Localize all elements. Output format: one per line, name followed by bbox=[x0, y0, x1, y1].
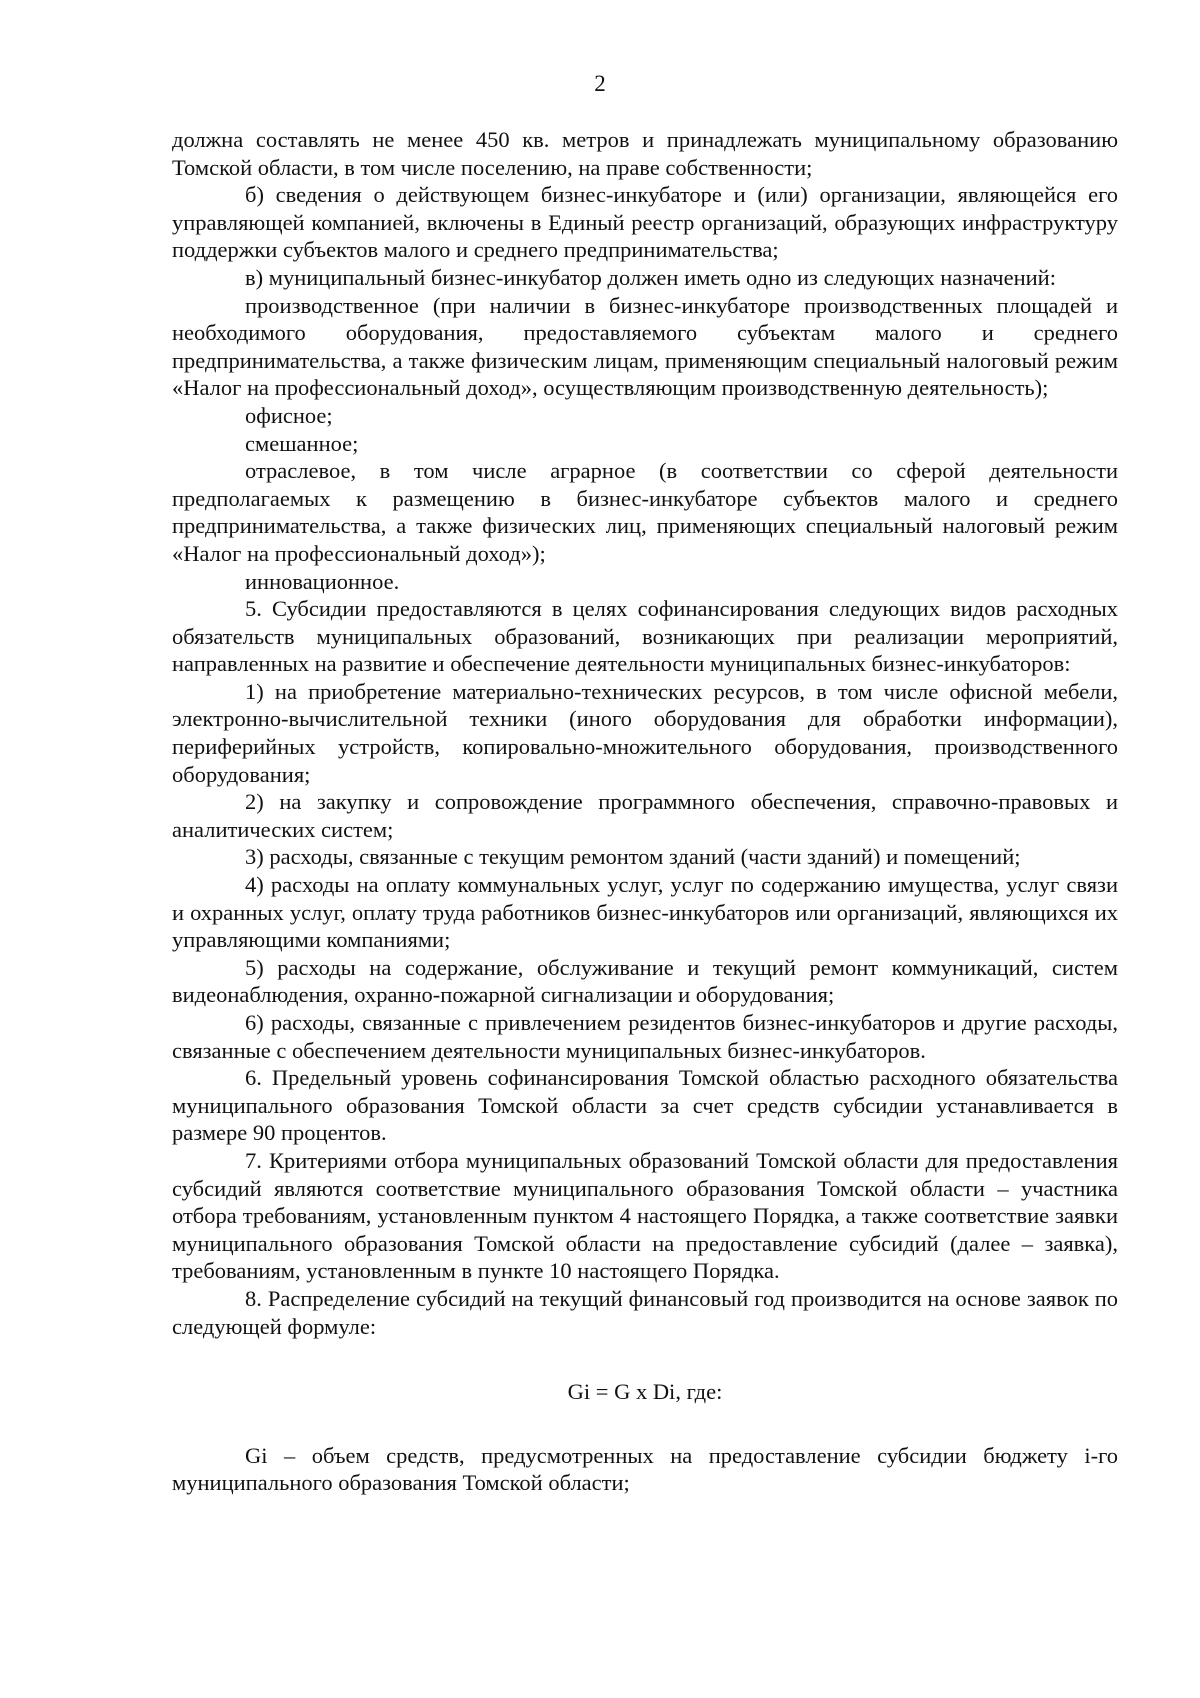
paragraph-5-2: 2) на закупку и сопровождение программного обеспечения, справочно-правовых и аналитических систем; bbox=[172, 789, 1118, 842]
formula: Gi = G x Di, где: bbox=[567, 1379, 723, 1405]
paragraph-area-requirement: должна составлять не менее 450 кв. метров и принадлежать муниципальному образованию Томской области, в том числе поселению, на праве собственности; bbox=[172, 127, 1118, 180]
paragraph-7-criteria: 7. Критериями отбора муниципальных образований Томской области для предоставления субсидий являются соответствие муниципального образования Томской области – участника отбора требованиям, установленным пунктом 4 настоящего Порядка, а также соответствие заявки муниципального образования Томской области на предоставление субсидий (далее – заявка), требованиям, установленным в пункте 10 настоящего Порядка. bbox=[172, 1147, 1118, 1284]
paragraph-innovation: инновационное. bbox=[245, 568, 400, 594]
paragraph-mixed: смешанное; bbox=[245, 430, 359, 456]
paragraph-5-5: 5) расходы на содержание, обслуживание и текущий ремонт коммуникаций, систем видеонаблюдения, охранно-пожарной сигнализации и оборудования; bbox=[172, 954, 1118, 1008]
paragraph-5-subsidies: 5. Субсидии предоставляются в целях софинансирования следующих видов расходных обязательств муниципальных образований, возникающих при реализации мероприятий, направленных на развитие и обеспечение деятельности муниципальных бизнес-инкубаторов: bbox=[172, 596, 1118, 677]
paragraph-office: офисное; bbox=[245, 402, 333, 428]
paragraph-production: производственное (при наличии в бизнес-инкубаторе производственных площадей и необходимого оборудования, предоставляемого субъектам малого и среднего предпринимательства, а также физическим лицам, применяющим специальный налоговый режим «Налог на профессиональный доход», осуществляющим производственную деятельность); bbox=[172, 292, 1118, 401]
paragraph-5-6: 6) расходы, связанные с привлечением резидентов бизнес-инкубаторов и другие расходы, связанные с обеспечением деятельности муниципальных бизнес-инкубаторов. bbox=[172, 1010, 1118, 1063]
document-body bbox=[172, 126, 1118, 1497]
paragraph-gi-definition: Gi – объем средств, предусмотренных на предоставление субсидии бюджету i-го муниципального образования Томской области; bbox=[172, 1442, 1118, 1496]
paragraph-8-distribution: 8. Распределение субсидий на текущий финансовый год производится на основе заявок по следующей формуле: bbox=[172, 1285, 1118, 1339]
page-number: 2 bbox=[594, 71, 606, 96]
paragraph-6-cofinancing: 6. Предельный уровень софинансирования Томской областью расходного обязательства муниципального образования Томской области за счет средств субсидии устанавливается в размере 90 процентов. bbox=[172, 1065, 1118, 1146]
paragraph-sectoral: отраслевое, в том числе аграрное (в соответствии со сферой деятельности предполагаемых к размещению в бизнес-инкубаторе субъектов малого и среднего предпринимательства, а также физических лиц, применяющих специальный налоговый режим «Налог на профессиональный доход»); bbox=[172, 458, 1118, 566]
paragraph-5-3: 3) расходы, связанные с текущим ремонтом зданий (части зданий) и помещений; bbox=[245, 844, 1021, 870]
paragraph-b-registry: б) сведения о действующем бизнес-инкубаторе и (или) организации, являющейся его управляющей компанией, включены в Единый реестр организаций, образующих инфраструктуру поддержки субъектов малого и среднего предпринимательства; bbox=[172, 182, 1118, 263]
paragraph-5-1: 1) на приобретение материально-технических ресурсов, в том числе офисной мебели, электронно-вычислительной техники (иного оборудования для обработки информации), периферийных устройств, копировально-множительного оборудования, производственного оборудования; bbox=[172, 678, 1118, 787]
paragraph-5-4: 4) расходы на оплату коммунальных услуг, услуг по содержанию имущества, услуг связи и охранных услуг, оплату труда работников бизнес-инкубаторов или организаций, являющихся их управляющими компаниями; bbox=[172, 872, 1118, 953]
paragraph-v-purpose: в) муниципальный бизнес-инкубатор должен иметь одно из следующих назначений: bbox=[245, 264, 1056, 290]
